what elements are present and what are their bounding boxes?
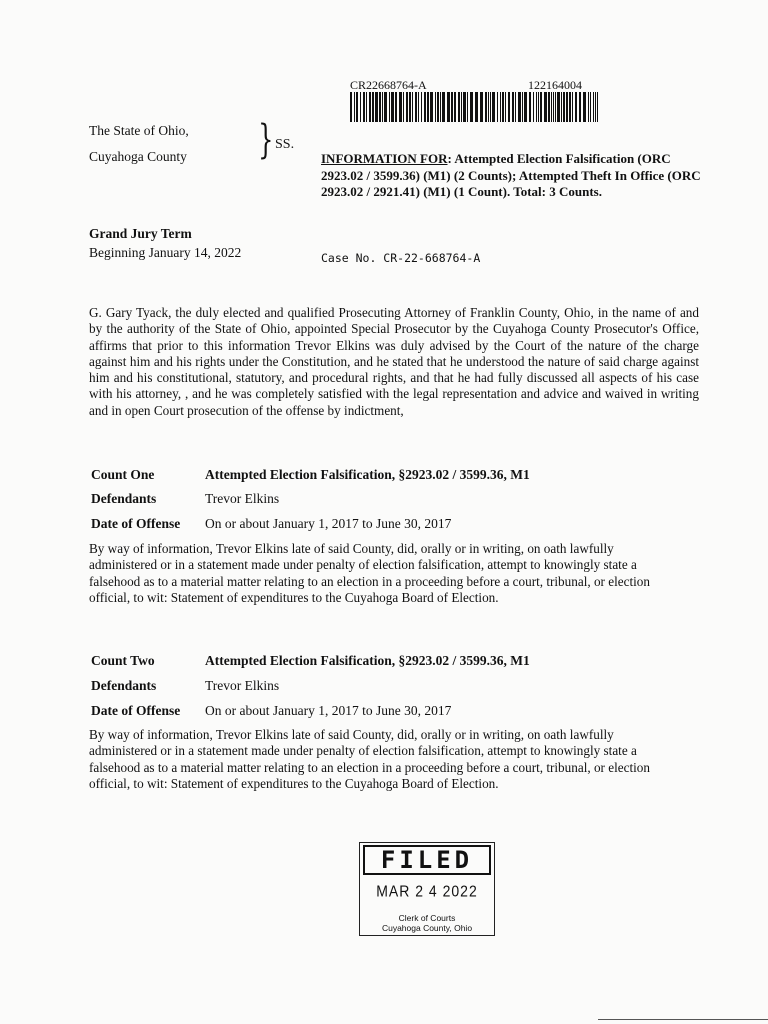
date-of-offense-label: Date of Offense: [91, 703, 181, 718]
count-charge: Attempted Election Falsification, §2923.02 / 3599.36, M1: [205, 653, 530, 668]
filed-stamp-clerk: [360, 913, 494, 933]
barcode-document-number: 122164004: [528, 78, 582, 92]
barcode-case-number: CR22668764-A: [350, 78, 427, 92]
ss-label: SS.: [275, 137, 295, 152]
count-label: Count One: [91, 467, 155, 482]
grand-jury-term-label: Grand Jury Term: [89, 226, 192, 241]
defendants-label: Defendants: [91, 491, 157, 506]
date-of-offense-label: Date of Offense: [91, 516, 181, 531]
clerk-line-2: Cuyahoga County, Ohio: [381, 923, 473, 933]
grand-jury-term-date: Beginning January 14, 2022: [89, 245, 242, 260]
date-of-offense: On or about January 1, 2017 to June 30, 2017: [205, 516, 452, 531]
intro-paragraph: G. Gary Tyack, the duly elected and qualified Prosecuting Attorney of Franklin County, Ohio, in the name of and by the authority of the State of Ohio, appointed Special Prosecutor by the Cuyahoga County Prosecutor's Office, affirms that prior to this information Trevor Elkins was duly advised by the Court of the nature of the charge against him and his rights under the Constitution, and he stated that he understood the nature of said charge against him and his constitutional, statutory, and procedural rights, and that he had fully discussed all aspects of his case with his attorney, , and he was completely satisfied with the legal representation and advice and waived in writing and in open Court prosecution of the offense by indictment,: [89, 305, 699, 418]
scan-edge-line: [598, 1019, 768, 1020]
count-charge: Attempted Election Falsification, §2923.02 / 3599.36, M1: [205, 467, 530, 482]
barcode-image: [350, 92, 603, 122]
defendant-name: Trevor Elkins: [205, 678, 280, 693]
filed-stamp-date: MAR 2 4 2022: [376, 881, 478, 901]
count-one-text: By way of information, Trevor Elkins late of said County, did, orally or in writing, on oath lawfully administered or in a statement made under penalty of election falsification, attempt to knowingly state a falsehood as to a material matter relating to an election in a proceeding before a court, tribunal, or election official, to wit: Statement of expenditures to the Cuyahoga Board of Election.: [89, 541, 650, 605]
information-for-label: INFORMATION FOR: [321, 151, 448, 166]
information-for-charges: : Attempted Election Falsification (ORC 2923.02 / 3599.36) (M1) (2 Counts); Attempted Theft In Office (ORC 2923.02 / 2921.41) (M1) (1 Count). Total: 3 Counts.: [321, 151, 701, 199]
state-of-ohio-label: The State of Ohio,: [89, 123, 189, 138]
date-of-offense: On or about January 1, 2017 to June 30, 2017: [205, 703, 452, 718]
count-two-text: By way of information, Trevor Elkins late of said County, did, orally or in writing, on oath lawfully administered or in a statement made under penalty of election falsification, attempt to knowingly state a falsehood as to a material matter relating to an election in a proceeding before a court, tribunal, or election official, to wit: Statement of expenditures to the Cuyahoga Board of Election.: [89, 727, 650, 791]
clerk-line-1: Clerk of Courts: [398, 913, 456, 923]
information-for-heading: [321, 151, 701, 201]
count-label: Count Two: [91, 653, 155, 668]
case-number: Case No. CR-22-668764-A: [321, 251, 481, 265]
county-label: Cuyahoga County: [89, 149, 187, 164]
filed-stamp: [359, 842, 495, 936]
caption-brace: }: [258, 117, 274, 163]
filed-stamp-title: FILED: [363, 845, 491, 875]
defendant-name: Trevor Elkins: [205, 491, 280, 506]
defendants-label: Defendants: [91, 678, 157, 693]
barcode-numbers: [350, 78, 600, 93]
